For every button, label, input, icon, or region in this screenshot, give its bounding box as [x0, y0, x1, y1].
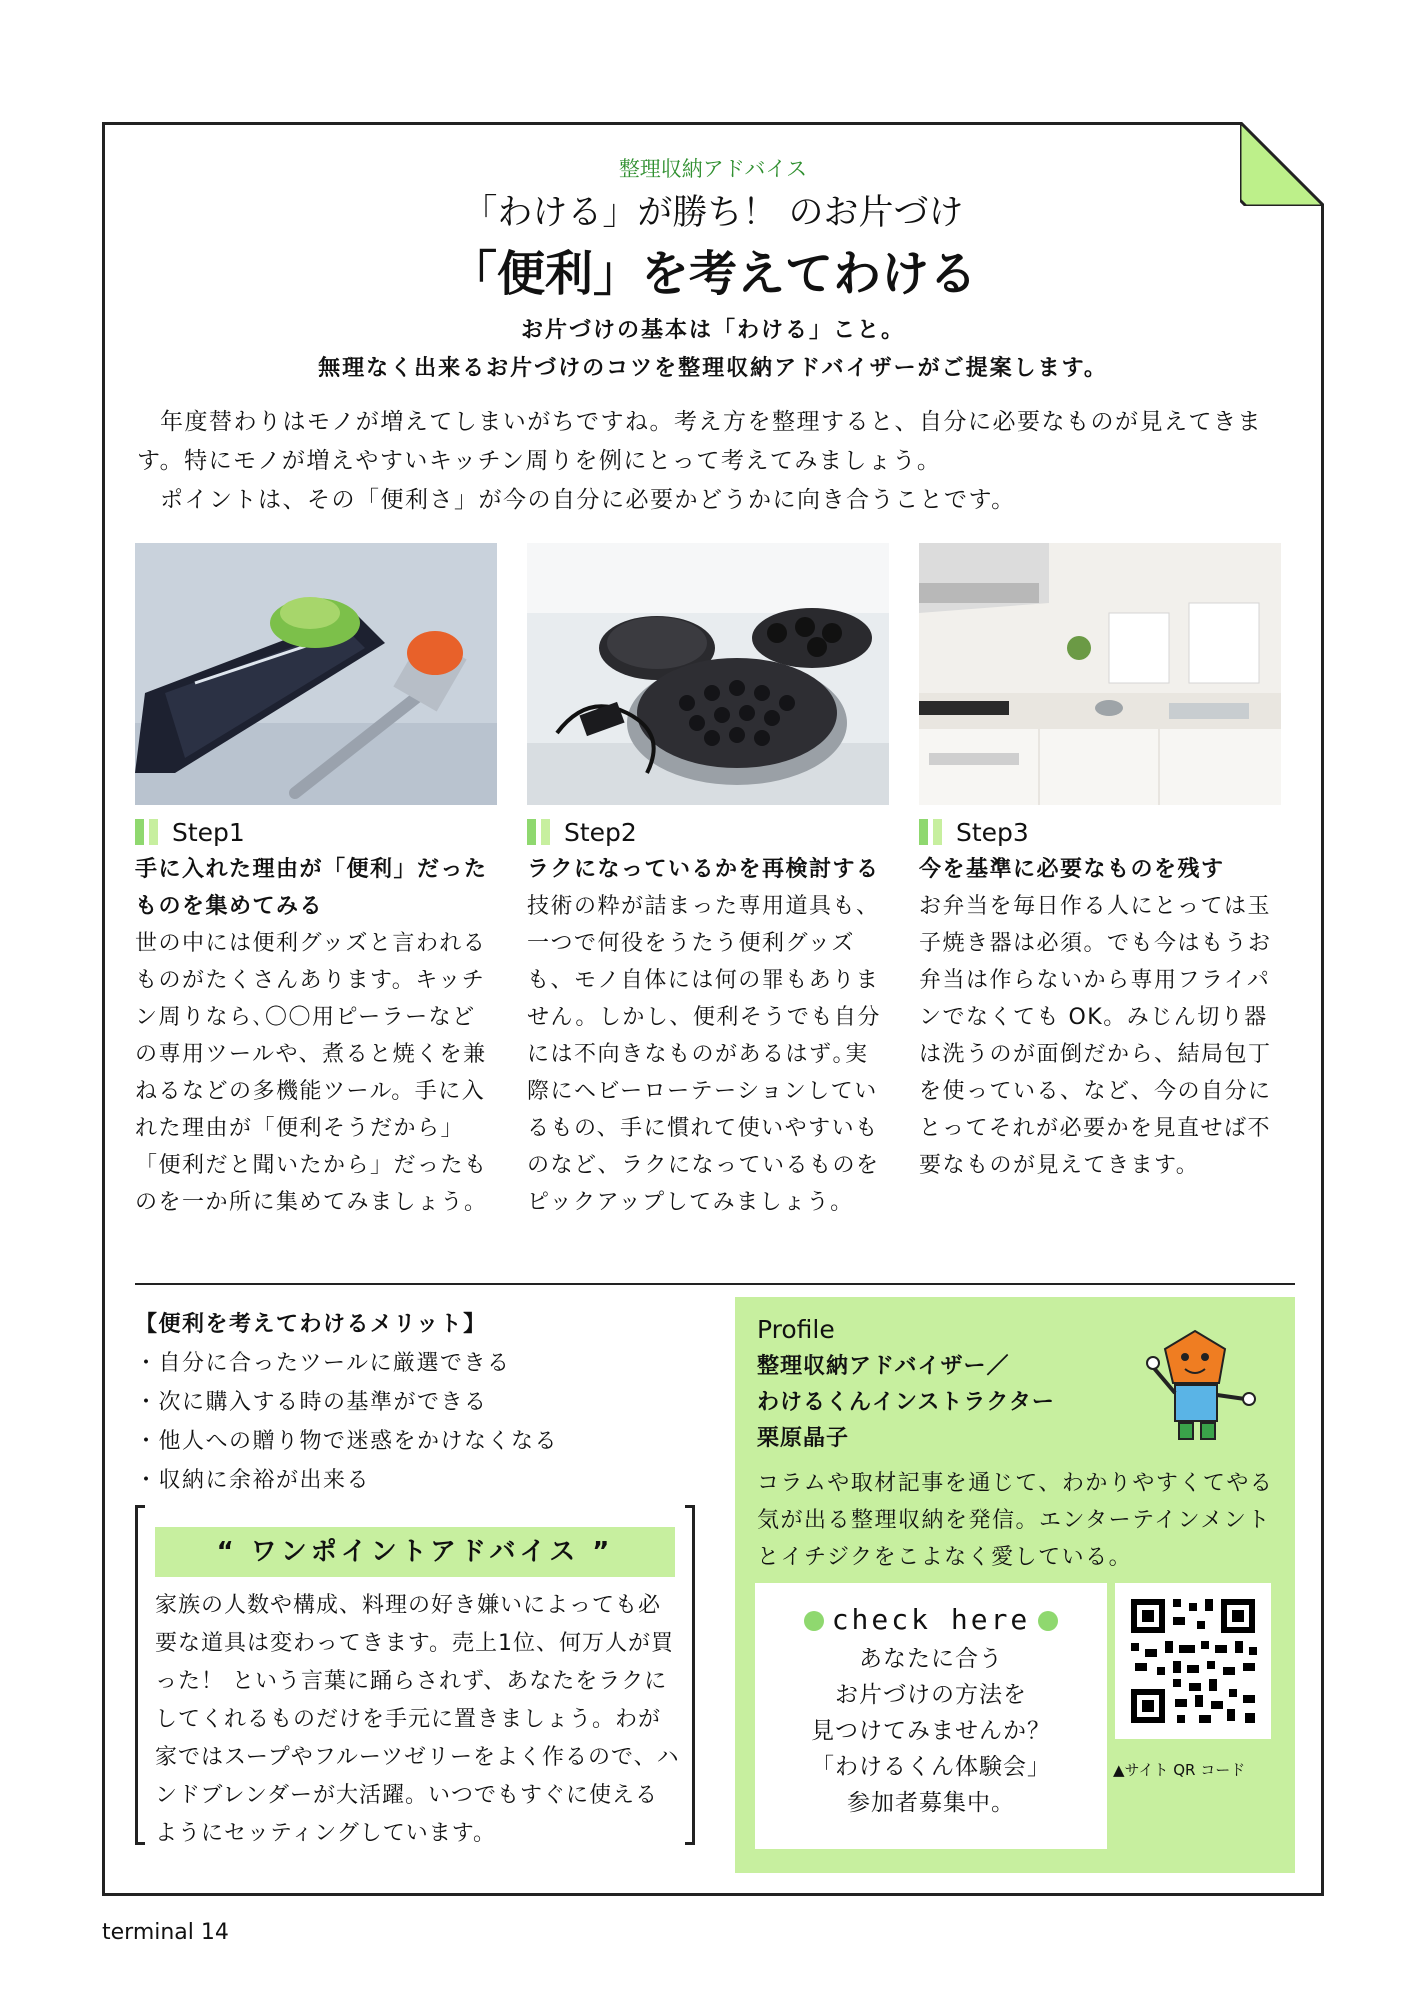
wakerukun-mascot-icon — [1145, 1327, 1265, 1447]
step-1-heading: 手に入れた理由が「便利」だったものを集めてみる — [135, 857, 488, 919]
intro-paragraph-1: 年度替わりはモノが増えてしまいがちですね。考え方を整理すると、自分に必要なものが見えてきます。特にモノが増えやすいキッチン周りを例にとって考えてみましょう。 — [137, 409, 1263, 474]
step-1-body: 世の中には便利グッズと言われるものがたくさんあります。キッチン周りなら､〇〇用ピーラーなどの専用ツールや、煮ると焼くを兼ねるなどの多機能ツール。手に入れた理由が「便利そうだから」「便利だと聞いたから」だったものを一か所に集めてみましょう。 — [135, 931, 488, 1215]
merit-item: ・次に購入する時の基準ができる — [135, 1390, 488, 1415]
step-2-column — [527, 815, 889, 1221]
step-bar-icon — [149, 819, 158, 845]
page-footer: terminal 14 — [102, 1920, 229, 1945]
merits-list — [135, 1305, 695, 1500]
step-bar-icon — [527, 819, 536, 845]
article-frame — [102, 122, 1324, 1896]
profile-name: 栗原晶子 — [757, 1426, 850, 1451]
step-bar-icon — [933, 819, 942, 845]
article-title: 「便利」を考えてわける — [448, 246, 977, 302]
green-dot-icon — [1038, 1611, 1058, 1631]
step-2-heading: ラクになっているかを再検討する — [527, 857, 880, 882]
profile-role-line-2: わけるくんインストラクター — [757, 1390, 1055, 1415]
qr-code-box[interactable] — [1115, 1583, 1271, 1739]
lead-line-2: 無理なく出来るお片づけのコツを整理収納アドバイザーがご提案します。 — [318, 356, 1108, 381]
section-divider — [135, 1283, 1295, 1285]
step-3-label — [919, 815, 1281, 849]
step-3-body: お弁当を毎日作る人にとっては玉子焼き器は必須。でも今はもうお弁当は作らないから専用フライパンでなくても OK。みじん切り器は洗うのが面倒だから、結局包丁を使っている、など、今の自分にとってそれが必要かを見直せば不要なものが見えてきます。 — [919, 894, 1272, 1178]
check-line: 参加者募集中。 — [847, 1790, 1015, 1816]
check-line: 見つけてみませんか？ — [811, 1718, 1051, 1744]
advice-body: 家族の人数や構成、料理の好き嫌いによっても必要な道具は変わってきます。売上1位、何万人が買った！ という言葉に踊らされず、あなたをラクにしてくれるものだけを手元に置きましょう。わが家ではスープやフルーツゼリーをよく作るので、ハンドブレンダーが大活躍。いつでもすぐに使えるようにセッティングしています。 — [155, 1593, 680, 1846]
step-3-column — [919, 815, 1281, 1184]
green-dot-icon — [804, 1611, 824, 1631]
qr-caption: ▲サイト QR コード — [1113, 1761, 1246, 1779]
step-2-label — [527, 815, 889, 849]
profile-description: コラムや取材記事を通じて、わかりやすくてやる気が出る整理収納を発信。エンターテインメントとイチジクをこよなく愛している。 — [757, 1471, 1274, 1570]
profile-role — [757, 1349, 1117, 1457]
step-bar-icon — [919, 819, 928, 845]
kitchen-photo — [919, 543, 1281, 805]
step-3-heading: 今を基準に必要なものを残す — [919, 857, 1225, 882]
left-bracket — [135, 1505, 145, 1845]
profile-label: Profile — [757, 1315, 835, 1344]
step-1-label — [135, 815, 497, 849]
check-here-text: check here — [831, 1603, 1031, 1636]
intro-paragraph-2: ポイントは、その「便利さ」が今の自分に必要かどうかに向き合うことです。 — [160, 487, 1016, 513]
check-line: お片づけの方法を — [835, 1682, 1027, 1708]
profile-role-line-1: 整理収納アドバイザー／ — [757, 1354, 1010, 1379]
merit-item: ・他人への贈り物で迷惑をかけなくなる — [135, 1429, 559, 1454]
profile-box — [735, 1297, 1295, 1873]
step-2-body: 技術の粋が詰まった専用道具も、一つで何役をうたう便利グッズも、モノ自体には何の罪もありません。しかし、便利そうでも自分には不向きなものがあるはず｡実際にヘビーローテーションしているもの、手に慣れて使いやすいものなど、ラクになっているものをピックアップしてみましょう。 — [527, 894, 881, 1215]
step-2-text: Step2 — [564, 817, 637, 847]
check-here-heading — [755, 1603, 1107, 1636]
step-1-text: Step1 — [172, 817, 245, 847]
merit-item: ・収納に余裕が出来る — [135, 1468, 371, 1493]
step-3-text: Step3 — [956, 817, 1029, 847]
step-bar-icon — [135, 819, 144, 845]
check-here-box — [755, 1583, 1107, 1849]
merits-heading: 【便利を考えてわけるメリット】 — [135, 1312, 487, 1337]
merit-item: ・自分に合ったツールに厳選できる — [135, 1351, 511, 1376]
intro-text — [137, 403, 1297, 520]
check-line: 「わけるくん体験会」 — [811, 1754, 1051, 1780]
step-bar-icon — [541, 819, 550, 845]
step-1-column — [135, 815, 497, 1221]
advice-heading: “ ワンポイントアドバイス ” — [155, 1527, 675, 1577]
article-subtitle: 「わける」が勝ち！ のお片づけ — [462, 193, 964, 233]
lead-line-1: お片づけの基本は「わける」こと。 — [520, 318, 905, 343]
check-here-body — [755, 1641, 1107, 1821]
takoyaki-plate-photo — [527, 543, 889, 805]
one-point-advice-box — [135, 1505, 695, 1845]
category-label: 整理収納アドバイス — [618, 157, 808, 181]
qr-code-icon[interactable] — [1115, 1583, 1271, 1739]
check-line: あなたに合う — [859, 1646, 1003, 1672]
right-bracket — [685, 1505, 695, 1845]
slicer-photo — [135, 543, 497, 805]
